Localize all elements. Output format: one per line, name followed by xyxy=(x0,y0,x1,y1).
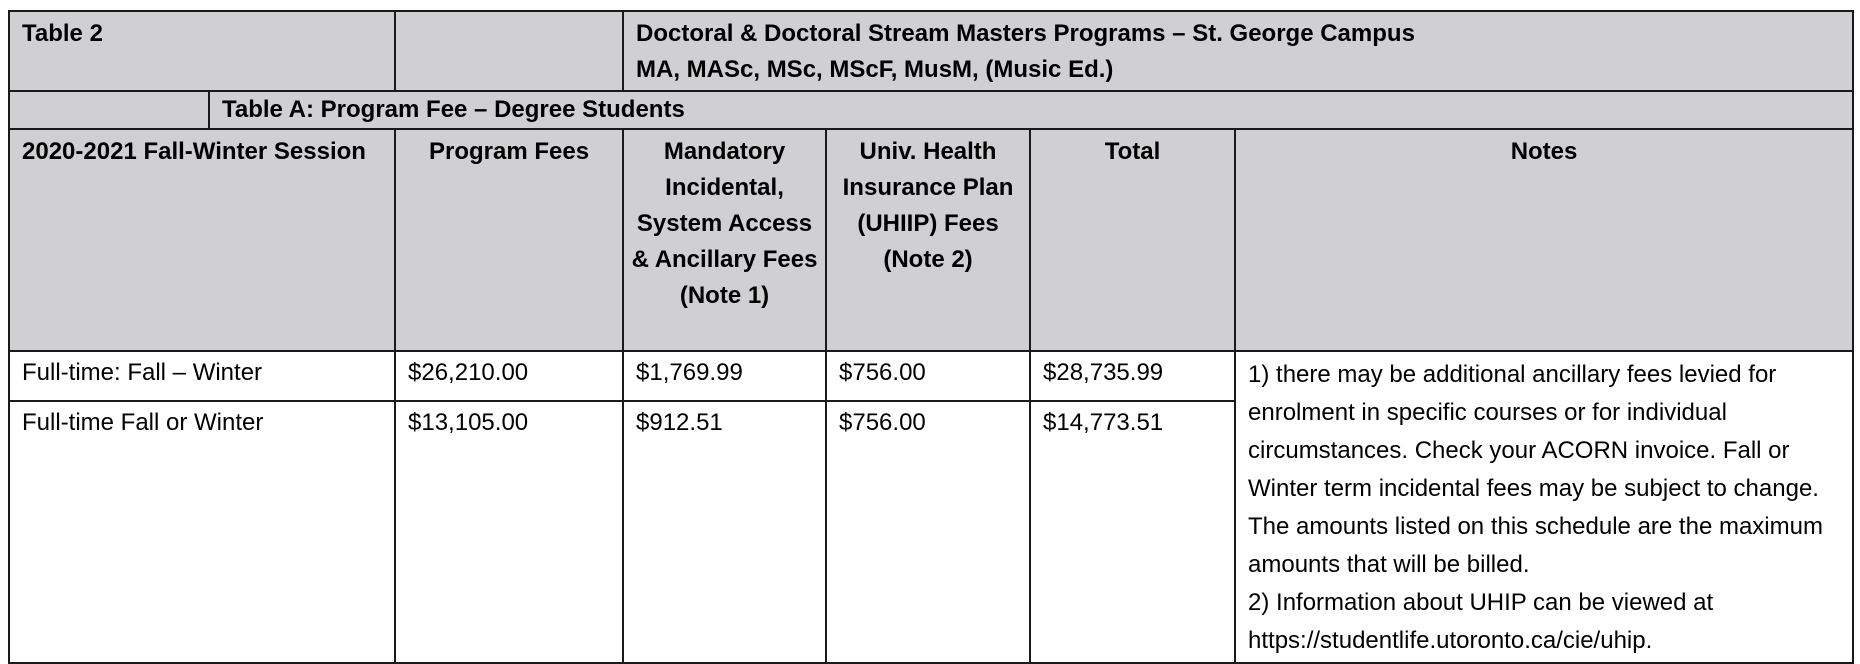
table-label: Table 2 xyxy=(9,11,395,91)
row-total: $14,773.51 xyxy=(1030,401,1235,663)
col-header-uhip: Univ. Health Insurance Plan (UHIIP) Fees (Note 2) xyxy=(826,129,1030,351)
fee-schedule xyxy=(8,10,1852,664)
row-uhip: $756.00 xyxy=(826,401,1030,663)
notes-cell xyxy=(1235,351,1853,663)
table-subtitle: Table A: Program Fee – Degree Students xyxy=(209,91,1853,129)
blank-subtitle-cell xyxy=(9,91,209,129)
row-program-fees: $26,210.00 xyxy=(395,351,623,401)
col-header-notes: Notes xyxy=(1235,129,1853,351)
col-header-total: Total xyxy=(1030,129,1235,351)
column-header-row xyxy=(9,129,1853,351)
fee-table xyxy=(8,10,1854,664)
program-title-cell xyxy=(623,11,1853,91)
row-incidental: $1,769.99 xyxy=(623,351,826,401)
row-total: $28,735.99 xyxy=(1030,351,1235,401)
note-1: 1) there may be additional ancillary fees levied for enrolment in specific courses or for individual circumstances. Check your ACORN invoice. Fall or Winter term incidental fees may be subject to change. The amounts listed on this schedule are the maximum amounts that will be billed. xyxy=(1248,361,1823,578)
table-row xyxy=(9,351,1853,401)
row-uhip: $756.00 xyxy=(826,351,1030,401)
title-row xyxy=(9,11,1853,91)
program-degrees: MA, MASc, MSc, MScF, MusM, (Music Ed.) xyxy=(636,56,1114,83)
col-header-program-fees: Program Fees xyxy=(395,129,623,351)
subtitle-row xyxy=(9,91,1853,129)
blank-title-cell xyxy=(395,11,623,91)
col-header-incidental: Mandatory Incidental, System Access & Ancillary Fees (Note 1) xyxy=(623,129,826,351)
col-header-session: 2020-2021 Fall-Winter Session xyxy=(9,129,395,351)
program-title: Doctoral & Doctoral Stream Masters Programs – St. George Campus xyxy=(636,20,1415,47)
row-session: Full-time: Fall – Winter xyxy=(9,351,395,401)
note-2: 2) Information about UHIP can be viewed at https://studentlife.utoronto.ca/cie/uhip. xyxy=(1248,589,1714,654)
row-incidental: $912.51 xyxy=(623,401,826,663)
row-session: Full-time Fall or Winter xyxy=(9,401,395,663)
row-program-fees: $13,105.00 xyxy=(395,401,623,663)
